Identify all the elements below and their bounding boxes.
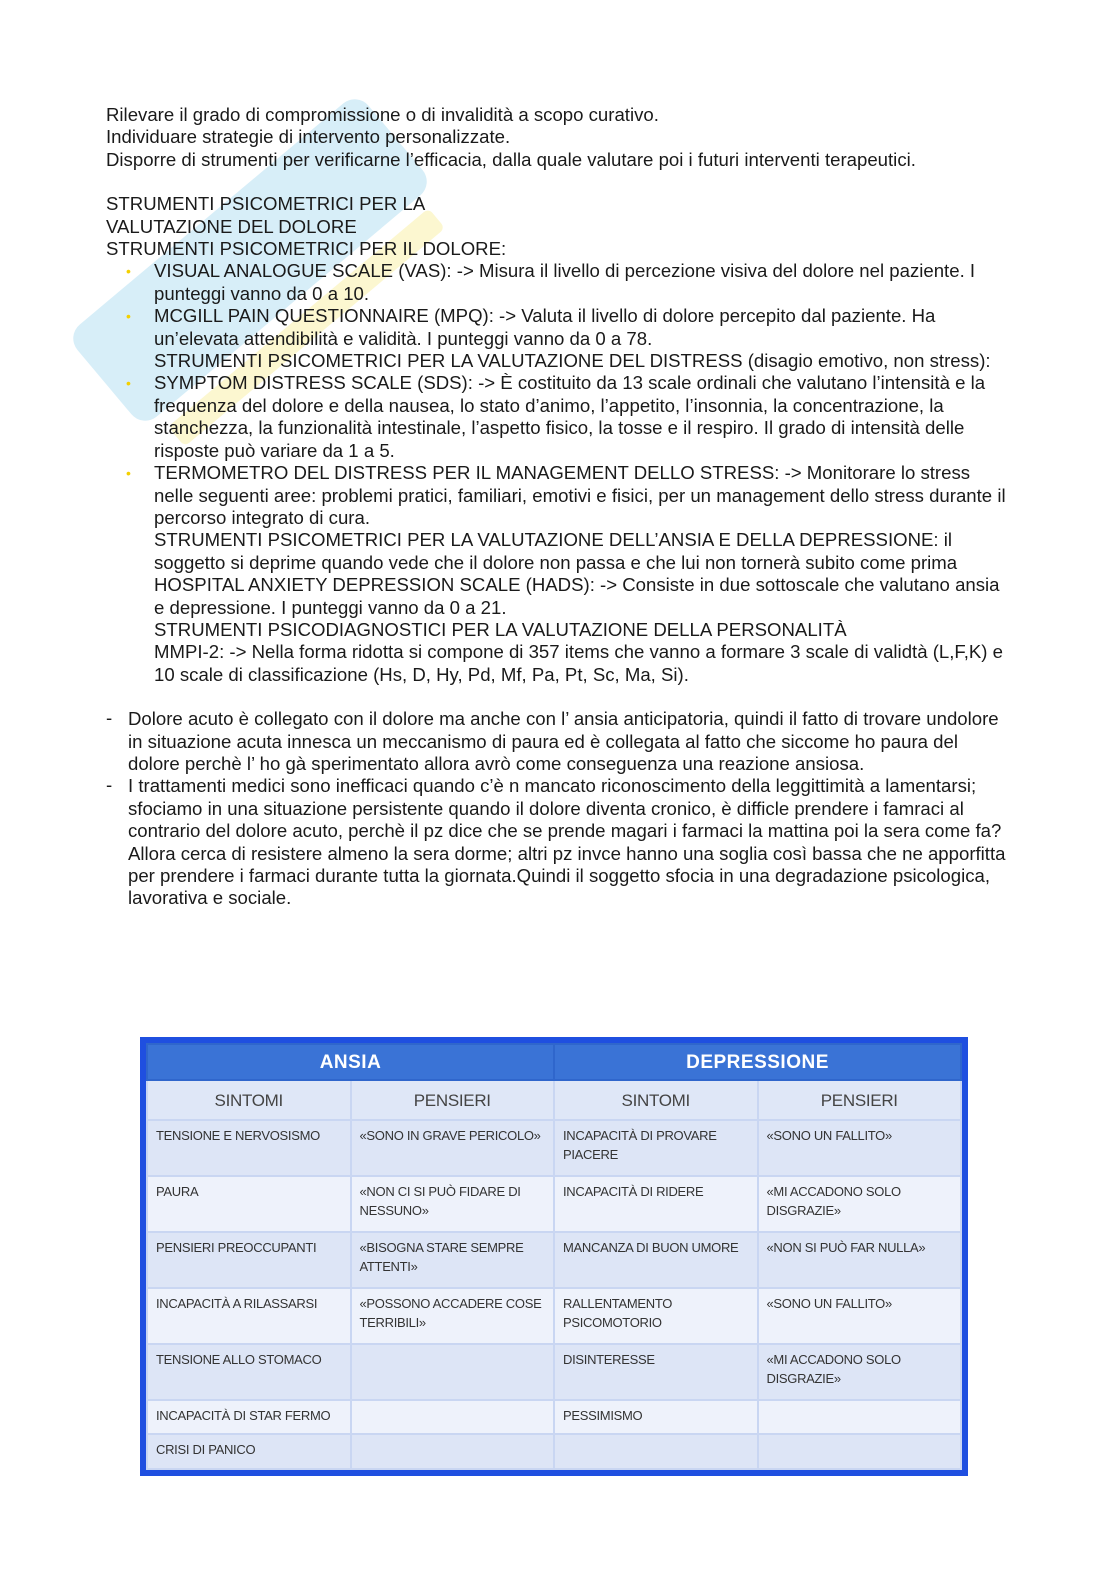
paragraph-compromissione: Rilevare il grado di compromissione o di invalidità a scopo curativo.: [106, 104, 659, 125]
list-item: • SYMPTOM DISTRESS SCALE (SDS): -> È costituito da 13 scale ordinali che valutano l’intensità e la frequenza del dolore e della nausea, lo stato d’animo, l’appetito, l’insonnia, la concentrazione, la stanchezza, la funzionalità intestinale, l’aspetto fisico, la tosse e il respiro. Il grado di intensità delle risposte può variare da 1 a 5.: [106, 372, 1006, 462]
list-item: STRUMENTI PSICOMETRICI PER LA VALUTAZIONE DELL’ANSIA E DELLA DEPRESSIONE: il soggetto si deprime quando vede che il dolore non passa e che lui non tornerà subito come prima: [154, 529, 958, 573]
list-item: • VISUAL ANALOGUE SCALE (VAS): -> Misura il livello di percezione visiva del dolore nel paziente. I punteggi vanno da 0 a 10.: [106, 260, 1006, 305]
table-cell: «SONO UN FALLITO»: [758, 1288, 962, 1344]
list-item: HOSPITAL ANXIETY DEPRESSION SCALE (HADS): -> Consiste in due sottoscale che valutano ansia e depressione. I punteggi vanno da 0 a 21.: [154, 574, 1000, 618]
table-cell: PENSIERI PREOCCUPANTI: [147, 1232, 351, 1288]
table-cell: [758, 1434, 962, 1469]
table-cell: «SONO UN FALLITO»: [758, 1120, 962, 1176]
list-item: • TERMOMETRO DEL DISTRESS PER IL MANAGEMENT DELLO STRESS: -> Monitorare lo stress nelle seguenti aree: problemi pratici, familiari, emotivi e fisici, per un management dello stress durante il percorso integrato di cura.: [106, 462, 1006, 529]
document-body: [106, 104, 1006, 910]
table-cell: DISINTERESSE: [554, 1344, 758, 1400]
heading-strumenti-2: VALUTAZIONE DEL DOLORE: [106, 215, 357, 237]
table-cell: TENSIONE E NERVOSISMO: [147, 1120, 351, 1176]
table-row: [147, 1434, 961, 1469]
paragraph-strategie: Individuare strategie di intervento personalizzate.: [106, 126, 511, 148]
notes-list: [106, 708, 1006, 910]
table-row: [147, 1288, 961, 1344]
table-cell: INCAPACITÀ DI STAR FERMO: [147, 1400, 351, 1435]
table-cell: PAURA: [147, 1176, 351, 1232]
table-cell: «NON CI SI PUÒ FIDARE DI NESSUNO»: [351, 1176, 555, 1232]
table-cell: PESSIMISMO: [554, 1400, 758, 1435]
table-cell: «POSSONO ACCADERE COSE TERRIBILI»: [351, 1288, 555, 1344]
table-cell: TENSIONE ALLO STOMACO: [147, 1344, 351, 1400]
column-header: SINTOMI: [147, 1080, 351, 1120]
column-header: PENSIERI: [351, 1080, 555, 1120]
list-item: - Dolore acuto è collegato con il dolore ma anche con l’ ansia anticipatoria, quindi il fatto di trovare undolore in situazione acuta innesca un meccanismo di paura ed è collegata al fatto che siccome ho paura del dolore perchè l’ ho gà sperimentato allora avrò come conseguenza una reazione ansiosa.: [106, 708, 1006, 775]
table-cell: «SONO IN GRAVE PERICOLO»: [351, 1120, 555, 1176]
table-cell: INCAPACITÀ DI PROVARE PIACERE: [554, 1120, 758, 1176]
ansia-depressione-table: [140, 1037, 968, 1476]
table-row: [147, 1232, 961, 1288]
paragraph-strumenti: Disporre di strumenti per verificarne l’efficacia, dalla quale valutare poi i futuri interventi terapeutici.: [106, 148, 916, 170]
table-row: [147, 1344, 961, 1400]
table-cell: [351, 1344, 555, 1400]
table-cell: [351, 1434, 555, 1469]
list-item: STRUMENTI PSICOMETRICI PER LA VALUTAZIONE DEL DISTRESS (disagio emotivo, non stress):: [154, 350, 991, 372]
heading-strumenti-dolore: STRUMENTI PSICOMETRICI PER IL DOLORE:: [106, 238, 507, 260]
table-cell: [758, 1400, 962, 1435]
table-row: [147, 1120, 961, 1176]
table-cell: «NON SI PUÒ FAR NULLA»: [758, 1232, 962, 1288]
table-cell: «MI ACCADONO SOLO DISGRAZIE»: [758, 1176, 962, 1232]
table-cell: CRISI DI PANICO: [147, 1434, 351, 1469]
table-cell: [554, 1434, 758, 1469]
column-header: SINTOMI: [554, 1080, 758, 1120]
table-row: [147, 1400, 961, 1435]
table-cell: RALLENTAMENTO PSICOMOTORIO: [554, 1288, 758, 1344]
table-cell: «BISOGNA STARE SEMPRE ATTENTI»: [351, 1232, 555, 1288]
table-row: [147, 1176, 961, 1232]
table-cell: «MI ACCADONO SOLO DISGRAZIE»: [758, 1344, 962, 1400]
list-item: • MCGILL PAIN QUESTIONNAIRE (MPQ): -> Valuta il livello di dolore percepito dal paziente. Ha un’elevata attendibilità e validità. I punteggi vanno da 0 a 78.: [106, 305, 1006, 350]
instrument-list: [106, 260, 1006, 686]
group-header-depressione: DEPRESSIONE: [554, 1044, 961, 1080]
column-header: PENSIERI: [758, 1080, 962, 1120]
list-item: STRUMENTI PSICODIAGNOSTICI PER LA VALUTAZIONE DELLA PERSONALITÀ: [154, 618, 847, 640]
table-cell: INCAPACITÀ DI RIDERE: [554, 1176, 758, 1232]
table-cell: INCAPACITÀ A RILASSARSI: [147, 1288, 351, 1344]
list-item: MMPI-2: -> Nella forma ridotta si compone di 357 items che vanno a formare 3 scale di validtà (L,F,K) e 10 scale di classificazione (Hs, D, Hy, Pd, Mf, Pa, Pt, Sc, Ma, Si).: [154, 641, 1003, 685]
table-cell: [351, 1400, 555, 1435]
list-item: - I trattamenti medici sono inefficaci quando c’è n mancato riconoscimento della leggittimità a lamentarsi; sfociamo in una situazione persistente quando il dolore diventa cronico, è difficle prendere i famraci al contrario del dolore acuto, perchè il pz dice che se prende magari i farmaci la mattina poi la sera come fa? Allora cerca di resistere almeno la sera dorme; altri pz invce hanno una soglia così bassa che ne apporfitta per prendere i farmaci durante tutta la giornata.Quindi il soggetto sfocia in una degradazione psicologica, lavorativa e sociale.: [106, 775, 1006, 909]
group-header-ansia: ANSIA: [147, 1044, 554, 1080]
table-cell: MANCANZA DI BUON UMORE: [554, 1232, 758, 1288]
heading-strumenti-1: STRUMENTI PSICOMETRICI PER LA: [106, 193, 426, 215]
